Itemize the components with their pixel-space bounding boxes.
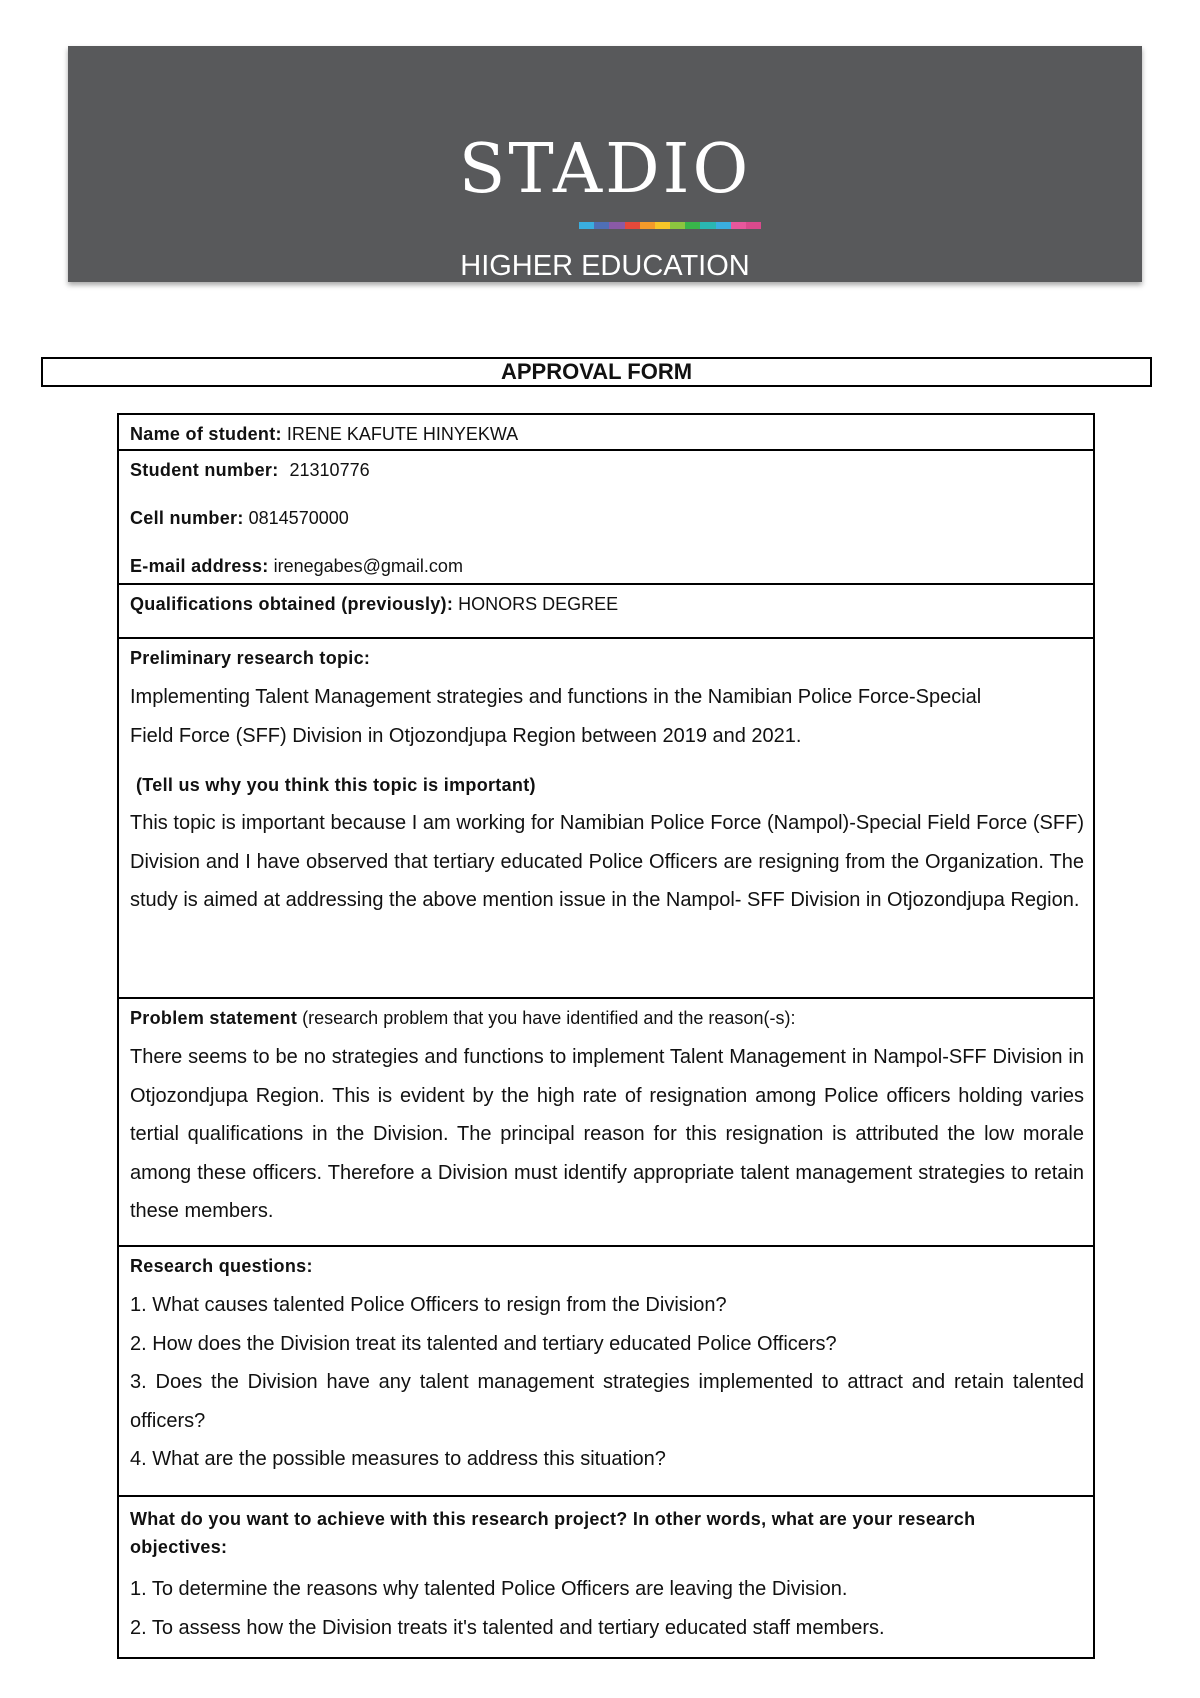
logo-stripe-segment — [655, 222, 670, 229]
research-question-3: 3. Does the Division have any talent management strategies implemented to attract and retain talented officers? — [130, 1371, 1084, 1432]
logo-stripe-segment — [700, 222, 715, 229]
email-row — [130, 529, 1084, 577]
problem-statement-label: Problem statement — [130, 1008, 298, 1028]
logo-stripe-segment — [640, 222, 655, 229]
research-question-4: 4. What are the possible measures to address this situation? — [130, 1448, 666, 1470]
research-topic-label: Preliminary research topic: — [130, 648, 371, 668]
research-questions-list — [130, 1286, 1084, 1479]
research-objective-1: 1. To determine the reasons why talented Police Officers are leaving the Division. — [130, 1578, 848, 1600]
logo-stripe-segment — [609, 222, 624, 229]
student-number-value: 21310776 — [289, 460, 370, 480]
research-objective-2: 2. To assess how the Division treats it's talented and tertiary educated staff members. — [130, 1616, 885, 1639]
student-number-label: Student number: — [130, 460, 279, 480]
logo-color-stripe — [579, 222, 761, 229]
research-objectives-list — [130, 1570, 1084, 1647]
stadio-header-banner — [68, 46, 1142, 282]
email-value: irenegabes@gmail.com — [273, 556, 463, 576]
stadio-logo-wordmark: STADIO — [458, 130, 752, 209]
logo-stripe-segment — [731, 222, 746, 229]
logo-stripe-segment — [716, 222, 731, 229]
topic-importance-text: This topic is important because I am working for Namibian Police Force (Nampol)-Special Field Force (SFF) Division and I have observed that tertiary educated Police Officers are resigning from the Organization. The study is aimed at addressing the above mention issue in the Nampol- SFF Division in Otjozondjupa Region. — [130, 812, 1084, 911]
problem-statement-heading — [130, 999, 1084, 1029]
student-number-row — [130, 451, 1084, 481]
research-question-2: 2. How does the Division treat its talented and tertiary educated Police Officers? — [130, 1332, 837, 1355]
qualifications-label: Qualifications obtained (previously): — [130, 594, 454, 614]
cell-number-value: 0814570000 — [248, 508, 349, 528]
logo-stripe-segment — [625, 222, 640, 229]
logo-stripe-segment — [594, 222, 609, 229]
research-questions-section — [119, 1245, 1093, 1495]
logo-stripe-segment — [685, 222, 700, 229]
research-question-1: 1. What causes talented Police Officers to resign from the Division? — [130, 1294, 727, 1316]
cell-number-row — [130, 481, 1084, 529]
cell-number-label: Cell number: — [130, 508, 244, 528]
logo-stripe-segment — [579, 222, 594, 229]
email-label: E-mail address: — [130, 556, 269, 576]
form-title: APPROVAL FORM — [41, 357, 1152, 387]
research-topic-text: Implementing Talent Management strategies and functions in the Namibian Police Force-Special Field Force (SFF) Division in Otjozondjupa Region between 2019 and 2021. — [130, 686, 982, 747]
logo-subtitle: HIGHER EDUCATION — [460, 250, 750, 282]
research-objectives-section — [119, 1495, 1093, 1657]
contact-details-section — [119, 449, 1093, 583]
qualifications-section — [119, 583, 1093, 637]
qualifications-value: HONORS DEGREE — [458, 594, 619, 614]
logo-stripe-segment — [746, 222, 761, 229]
research-questions-label: Research questions: — [130, 1256, 313, 1276]
research-topic-section — [119, 637, 1093, 997]
student-name-label: Name of student: — [130, 424, 282, 444]
student-name-row — [130, 415, 1084, 445]
problem-statement-text: There seems to be no strategies and functions to implement Talent Management in Nampol-SFF Division in Otjozondjupa Region. This is evident by the high rate of resignation among Police officers holding varies tertial qualifications in the Division. The principal reason for this resignation is attributed the low morale among these officers. Therefore a Division must identify appropriate talent management strategies to retain these members. — [130, 1046, 1084, 1222]
problem-statement-section — [119, 997, 1093, 1245]
approval-form-table — [117, 413, 1095, 1659]
logo-stripe-segment — [670, 222, 685, 229]
research-objectives-label: What do you want to achieve with this research project? In other words, what are your research objectives: — [130, 1509, 976, 1557]
student-name-value: IRENE KAFUTE HINYEKWA — [286, 424, 519, 444]
student-name-section — [119, 415, 1093, 449]
topic-importance-label: (Tell us why you think this topic is important) — [136, 775, 536, 795]
problem-statement-hint: (research problem that you have identified and the reason(-s): — [302, 1008, 796, 1028]
qualifications-row — [130, 585, 1084, 615]
